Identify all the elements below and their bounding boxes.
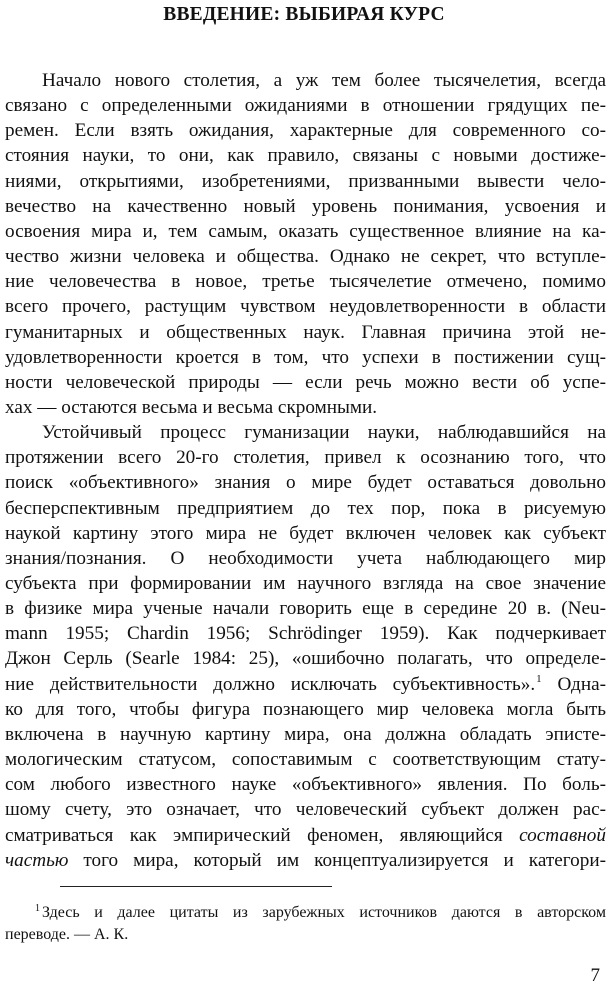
- footnote-separator: [60, 886, 332, 887]
- text-line: связано с определенными ожиданиями в отношении грядущих пе-: [5, 95, 606, 117]
- text-line: Джон Серль (Searle 1984: 25), «ошибочно полагать, что определе-: [5, 648, 606, 670]
- text-line: вечество на качественно новый уровень понимания, усвоения и: [5, 195, 606, 217]
- text-line: Начало нового столетия, а уж тем более тысячелетия, всегда: [42, 70, 606, 91]
- text-line: гуманитарных и общественных наук. Главная причина этой не-: [5, 321, 606, 343]
- text-line: ние действительности должно исключать субъективность».$^1$ Одна-: [5, 672, 606, 695]
- text-line: сом любого известного науке «объективного» явления. По боль-: [5, 774, 606, 796]
- text-line: частью того мира, который им концептуализируется и категори-: [5, 849, 606, 871]
- text-line: mann 1955; Chardin 1956; Schrödinger 1959). Как подчеркивает: [5, 623, 606, 645]
- footnote-line: $^1$ Здесь и далее цитаты из зарубежных источников даются в авторском: [35, 903, 606, 921]
- chapter-heading: ВВЕДЕНИЕ: ВЫБИРАЯ КУРС: [163, 4, 445, 25]
- text-line: ко для того, чтобы фигура познающего мир человека могла быть: [5, 698, 606, 720]
- text-line: ремен. Если взять ожидания, характерные для современного со-: [5, 120, 606, 142]
- text-line: включена в научную картину мира, она должна обладать эписте-: [5, 723, 606, 745]
- text-line: сматриваться как эмпирический феномен, являющийся составной: [5, 824, 606, 846]
- text-line: знания/познания. О необходимости учета наблюдающего мир: [5, 547, 606, 569]
- text-line: протяжении всего 20-го столетия, привел к осознанию того, что: [5, 447, 606, 469]
- text-line: освоения мира и, тем самым, оказать существенное влияние на ка-: [5, 220, 606, 242]
- footnote-marker: 1: [35, 903, 40, 914]
- text-line: стояния науки, то они, как правило, связаны с новыми достиже-: [5, 145, 606, 167]
- text-line: удовлетворенности кроется в том, что успехи в постижении сущ-: [5, 346, 606, 368]
- page-number: 7: [590, 965, 600, 986]
- text-line: ности человеческой природы — если речь можно вести об успе-: [5, 371, 606, 393]
- text-line: хах — остаются весьма и весьма скромными.: [5, 396, 378, 418]
- emphasis: составной: [519, 824, 606, 846]
- text-line: наукой картину этого мира не будет включен человек как субъект: [5, 522, 606, 544]
- text-line: всего прочего, растущим чувством неудовлетворенности в области: [5, 296, 606, 318]
- emphasis: частью: [5, 849, 69, 871]
- footnote-line: переводе. — А. К.: [5, 926, 129, 943]
- footnote-reference[interactable]: 1: [536, 672, 542, 685]
- text-line: ниями, открытиями, изобретениями, призванными вывести чело-: [5, 170, 606, 192]
- text-line: в физике мира ученые начали говорить еще в середине 20 в. (Neu-: [5, 598, 606, 620]
- text-line: чество жизни человека и общества. Однако не секрет, что вступле-: [5, 246, 606, 268]
- text-line: ние человечества в новое, третье тысячелетие отмечено, помимо: [5, 271, 606, 293]
- text-line: бесперспективным предприятием до тех пор, пока в рисуемую: [5, 497, 606, 519]
- text-line: шому счету, это означает, что человеческий субъект должен рас-: [5, 799, 606, 821]
- text-line: Устойчивый процесс гуманизации науки, наблюдавшийся на: [42, 422, 606, 444]
- text-line: мологическим статусом, сопоставимым с соответствующим стату-: [5, 749, 606, 771]
- text-line: поиск «объективного» знания о мире будет оставаться довольно: [5, 472, 606, 494]
- text-line: субъекта при формировании им научного взгляда на свое значение: [5, 573, 606, 594]
